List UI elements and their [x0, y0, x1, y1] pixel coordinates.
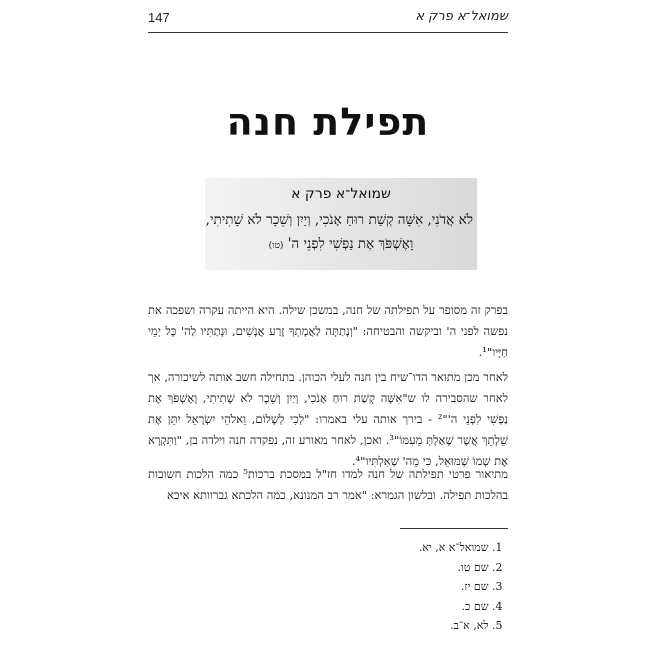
footnote-number: 1.	[492, 541, 503, 554]
quote-line	[209, 236, 473, 252]
footnote-text: שמואל־א א, יא.	[418, 541, 489, 554]
footnote-text: שם כ.	[461, 599, 489, 613]
footnote	[400, 597, 508, 617]
quote-line: לֹא אֲדֹנִי, אִשָּׁה קְשַׁת רוּחַ אָנֹכִי, וְיַיִן וְשֵׁכָר לֹא שָׁתִיתִי,	[205, 212, 473, 228]
body-paragraph: מתיאור פרטי תפילתה של חנה למדו חז"ל במסכת ברכות⁵ כמה הלכות חשובות בהלכות תפילה. ובלשון הגמרא: "אמר רב המנונא, כמה הלכתא גברוותא איכא	[148, 467, 508, 502]
quote-reference: (טו)	[268, 241, 284, 251]
footnote-divider	[400, 528, 508, 529]
running-header	[148, 6, 508, 33]
chapter-title: תפילת חנה	[226, 100, 430, 144]
footnotes	[400, 538, 508, 636]
page-number: 147	[148, 10, 170, 25]
footnote	[400, 577, 508, 597]
footnote	[400, 558, 508, 578]
footnote-text: שם טו.	[457, 560, 489, 574]
running-title: שמואל־א פרק א	[415, 9, 508, 24]
footnote-number: 3.	[492, 580, 503, 593]
footnote	[400, 538, 508, 558]
footnote-text: לא, א־ב.	[450, 619, 489, 632]
footnote-text: שם יז.	[460, 580, 489, 593]
verse-quote-box	[205, 178, 477, 270]
footnote-number: 5.	[492, 619, 503, 632]
footnote-number: 2.	[492, 560, 503, 574]
footnote-number: 4.	[492, 599, 503, 613]
body-paragraph: לאחר מכן מתואר הדו־שיח בין חנה לעלי הכוהן. בתחילה חשב אותה לשיכורה, אך לאחר שהסבירה לו ש"אִשָּׁה קְשַׁת רוּחַ אָנֹכִי, וְיַיִן וְשֵׁכָר לֹא שָׁתִיתִי, וָאֶשְׁפֹּךְ אֶת נַפְשִׁי לִפְנֵי ה'"² - בירך אותה עלי באמרו: "לְכִי לְשָׁלוֹם, וֵאלֹהֵי יִשְׂרָאֵל יִתֵּן אֶת שֵׁלָתֵךְ אֲשֶׁר שָׁאַלְתְּ מֵעִמּוֹ"³. ואכן, לאחר מאורע זה, נפקדה חנה וילדה בן, "וַתִּקְרָא אֶת שְׁמוֹ שְׁמוּאֵל, כִּי מֵה' שְׁאִלְתִּיו"⁴.	[148, 370, 509, 468]
body-paragraph: בפרק זה מסופר על תפילתה של חנה, במשכן שילה. היא הייתה עקרה ושפכה את נפשה לפני ה' וביקשה והבטיחה: "וְנָתַתָּה לַאֲמָתְךָ זֶרַע אֲנָשִׁים, וּנְתַתִּיו לַה' כָּל יְמֵי חַיָּיו"¹.	[148, 303, 508, 359]
footnote	[400, 616, 508, 636]
quote-line-text: וָאֶשְׁפֹּךְ אֶת נַפְשִׁי לִפְנֵי ה'	[287, 236, 414, 252]
quote-heading: שמואל־א פרק א	[291, 186, 391, 202]
